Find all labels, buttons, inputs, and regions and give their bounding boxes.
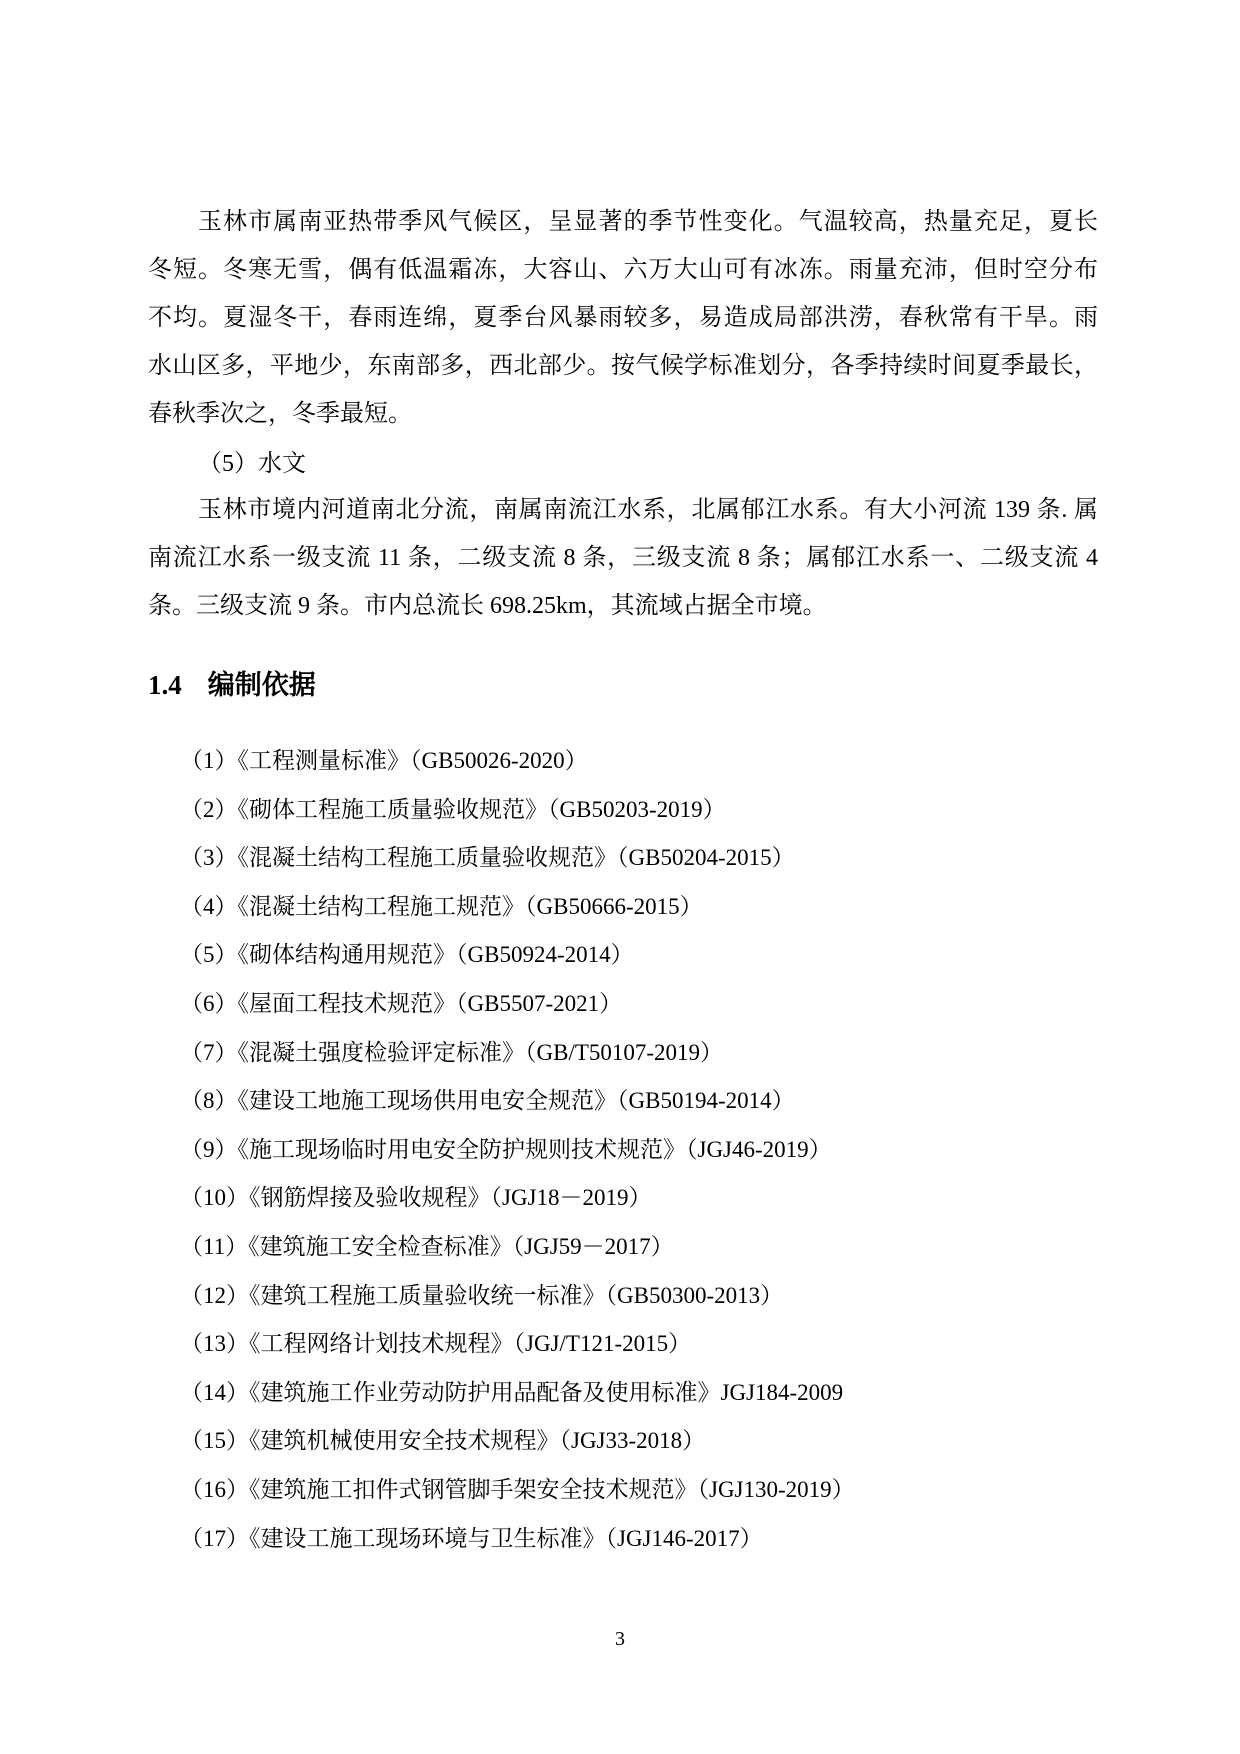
text-line: 南流江水系一级支流 11 条，二级支流 8 条，三级支流 8 条；属郁江水系一、二级支流 4: [148, 545, 1098, 571]
reference-item: （8）《建设工地施工现场供用电安全规范》（GB50194-2014）: [180, 1088, 795, 1114]
page-number: 3: [615, 1628, 625, 1650]
reference-item: （4）《混凝土结构工程施工规范》（GB50666-2015）: [180, 893, 703, 919]
reference-item: （15）《建筑机械使用安全技术规程》（JGJ33-2018）: [180, 1428, 706, 1454]
text-line: 玉林市属南亚热带季风气候区，呈显著的季节性变化。气温较高，热量充足，夏长: [198, 209, 1098, 235]
text-line: 春秋季次之，冬季最短。: [148, 401, 412, 427]
reference-item: （7）《混凝土强度检验评定标准》（GB/T50107-2019）: [180, 1039, 724, 1065]
reference-item: （17）《建设工施工现场环境与卫生标准》（JGJ146-2017）: [180, 1525, 763, 1551]
hydrology-paragraph: [148, 486, 1098, 630]
text-line: 玉林市境内河道南北分流，南属南流江水系，北属郁江水系。有大小河流 139 条. 属: [198, 497, 1098, 523]
reference-item: （6）《屋面工程技术规范》（GB5507-2021）: [180, 990, 623, 1016]
reference-item: （10）《钢筋焊接及验收规程》（JGJ18－2019）: [180, 1185, 652, 1211]
reference-item: （12）《建筑工程施工质量验收统一标准》（GB50300-2013）: [180, 1282, 784, 1308]
text-line: 不均。夏湿冬干，春雨连绵，夏季台风暴雨较多，易造成局部洪涝，春秋常有干旱。雨: [148, 305, 1098, 331]
reference-item: （3）《混凝土结构工程施工质量验收规范》（GB50204-2015）: [180, 845, 795, 871]
section-title: 编制依据: [207, 670, 316, 700]
reference-list: [180, 737, 855, 1563]
reference-item: （11）《建筑施工安全检查标准》（JGJ59－2017）: [180, 1233, 674, 1259]
hydrology-subheading: （5）水文: [198, 451, 306, 477]
reference-item: （14）《建筑施工作业劳动防护用品配备及使用标准》JGJ184-2009: [180, 1379, 844, 1405]
reference-item: （2）《砌体工程施工质量验收规范》（GB50203-2019）: [180, 796, 726, 822]
section-heading: [148, 663, 316, 707]
reference-item: （9）《施工现场临时用电安全防护规则技术规范》（JGJ46-2019）: [180, 1136, 832, 1162]
text-line: 水山区多，平地少，东南部多，西北部少。按气候学标准划分，各季持续时间夏季最长，: [148, 353, 1098, 379]
reference-item: （16）《建筑施工扣件式钢管脚手架安全技术规范》（JGJ130-2019）: [180, 1476, 855, 1502]
reference-item: （5）《砌体结构通用规范》（GB50924-2014）: [180, 942, 634, 968]
section-number: 1.4: [148, 670, 182, 700]
climate-paragraph: [148, 198, 1098, 438]
text-line: 冬短。冬寒无雪，偶有低温霜冻，大容山、六万大山可有冰冻。雨量充沛，但时空分布: [148, 257, 1098, 283]
reference-item: （1）《工程测量标准》（GB50026-2020）: [180, 748, 588, 773]
text-line: 条。三级支流 9 条。市内总流长 698.25km，其流域占据全市境。: [148, 593, 827, 619]
reference-item: （13）《工程网络计划技术规程》（JGJ/T121-2015）: [180, 1331, 692, 1357]
